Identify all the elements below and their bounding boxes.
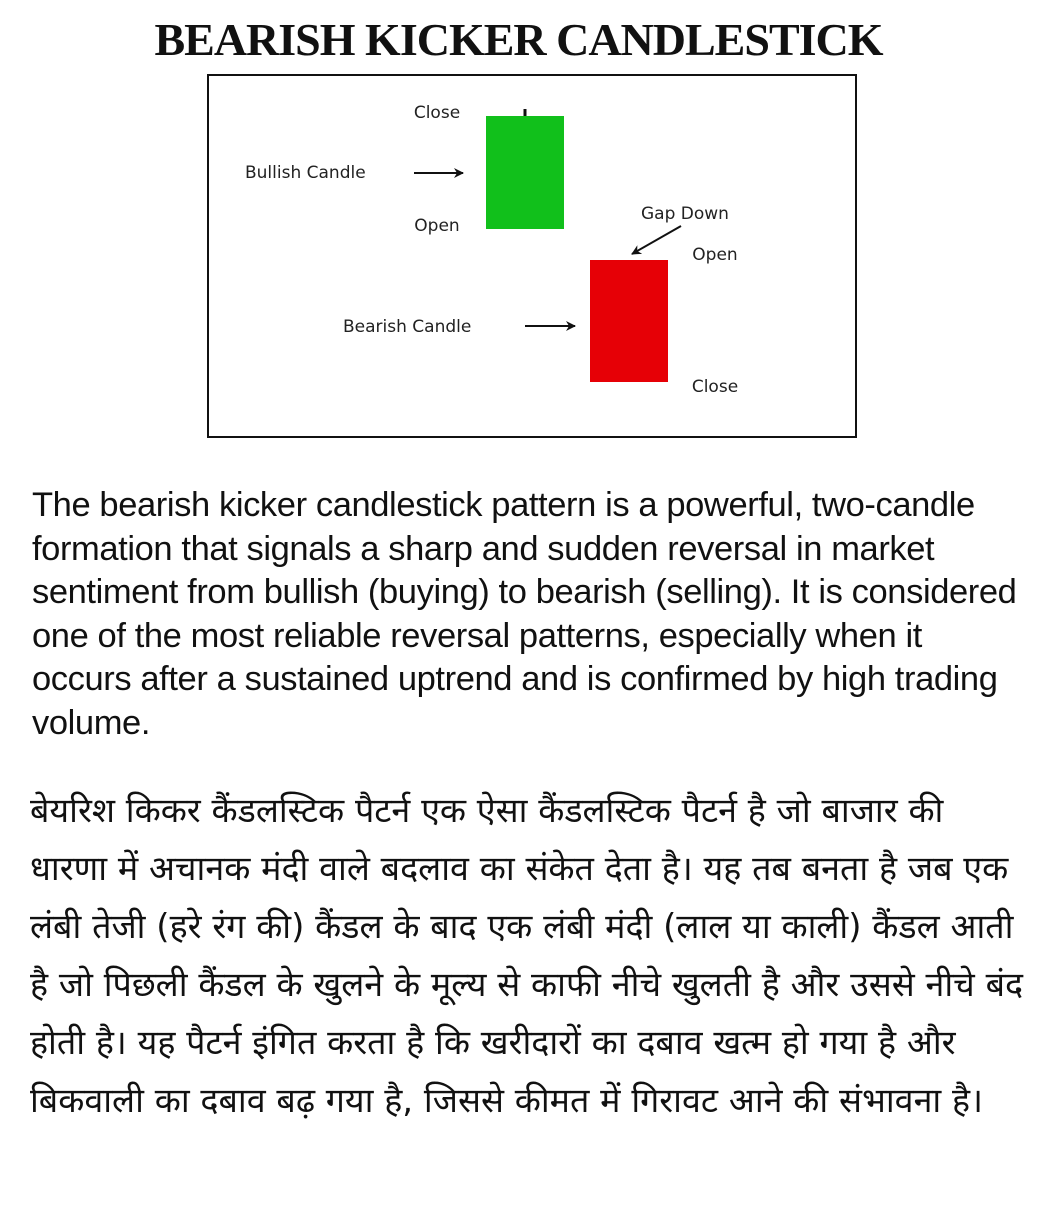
bearish-candle-label: Bearish Candle xyxy=(343,317,472,337)
description-hindi: बेयरिश किकर कैंडलस्टिक पैटर्न एक ऐसा कैंडलस्टिक पैटर्न है जो बाजार की धारणा में अचानक मंदी वाले बदलाव का संकेत देता है। यह तब बनता है जब एक लंबी तेजी (हरे रंग की) कैंडल के बाद एक लंबी मंदी (लाल या काली) कैंडल आती है जो पिछली कैंडल के खुलने के मूल्य से काफी नीचे खुलती है और उससे नीचे बंद होती है। यह पैटर्न इंगित करता है कि खरीदारों का दबाव खत्म हो गया है और बिकवाली का दबाव बढ़ गया है, जिससे कीमत में गिरावट आने की संभावना है। xyxy=(30,791,1024,1121)
gap-down-arrow xyxy=(632,226,681,254)
page-title: BEARISH KICKER CANDLESTICK xyxy=(154,14,883,65)
bullish-close-label: Close xyxy=(413,103,461,123)
bullish-candle-body xyxy=(486,116,564,229)
gap-down-label: Gap Down xyxy=(641,204,729,224)
kicker-diagram-svg xyxy=(209,76,855,436)
kicker-diagram xyxy=(207,74,857,438)
bearish-close-label: Close xyxy=(691,377,739,397)
bullish-open-label: Open xyxy=(414,216,460,236)
bullish-candle-label: Bullish Candle xyxy=(245,163,366,183)
bearish-open-label: Open xyxy=(692,245,738,265)
description-english: The bearish kicker candlestick pattern is a powerful, two-candle formation that signals a sharp and sudden reversal in market sentiment from bullish (buying) to bearish (selling). It is considered one of the most reliable reversal patterns, especially when it occurs after a sustained uptrend and is confirmed by high trading volume. xyxy=(32,486,1017,742)
bearish-candle-body xyxy=(590,260,668,382)
